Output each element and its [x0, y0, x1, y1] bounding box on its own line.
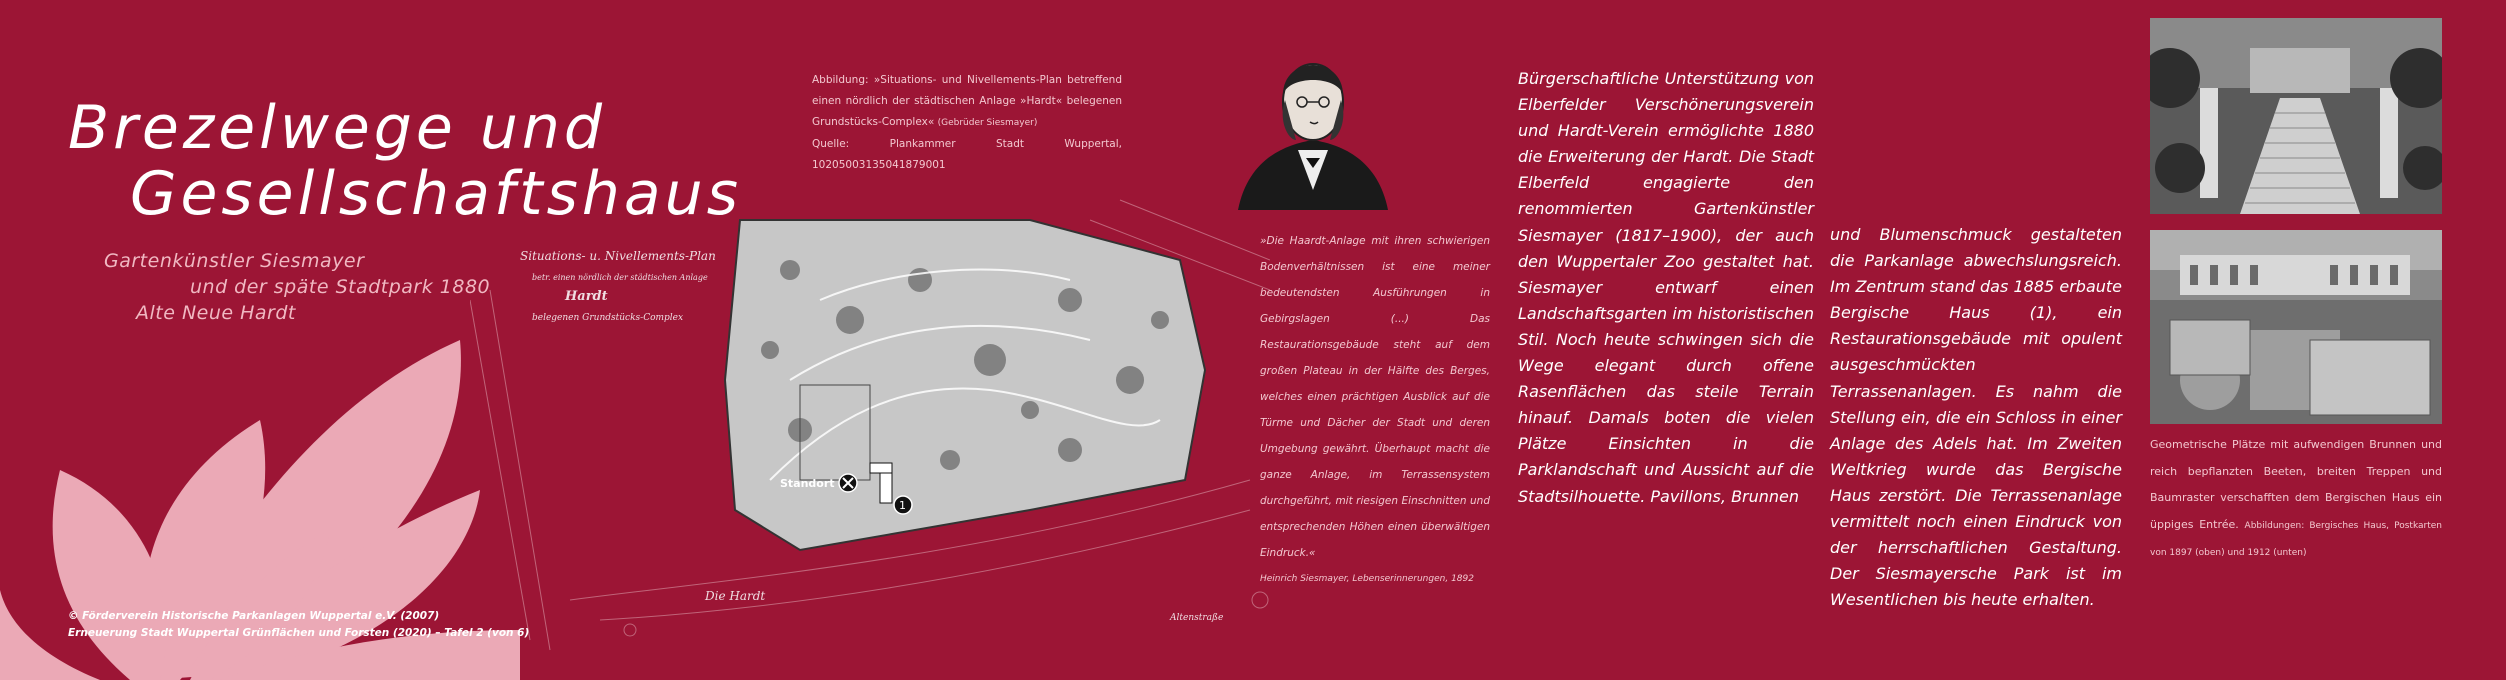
street-label-2: Altenstraße: [1170, 613, 1224, 623]
map-title-line2: betr. einen nördlich der städtischen Anlage: [532, 273, 708, 282]
photo-caption-credit: Abbildungen: Bergisches Haus, Postkarten von 1897 (oben) und 1912 (unten): [2150, 520, 2442, 558]
siesmayer-portrait: [1238, 40, 1388, 210]
map-caption-credit: (Gebrüder Siesmayer): [937, 118, 1038, 128]
body-text-column-1: Bürgerschaftliche Unterstützung von Elberfelder Verschönerungsverein und Hardt-Verein ermöglichte 1880 die Erweiterung der Hardt. Die Stadt Elberfeld engagierte den renommierten Gartenkünstler Siesmayer (1817–1900), der auch den Wuppertaler Zoo gestaltet hat. Siesmayer entwarf einen Landschaftsgarten im historistischen Stil. Noch heute schwingen sich die Wege elegant durch offene Rasenflächen das steile Terrain hinauf. Damals boten die vielen Plätze Einsichten in die Parklandschaft und Aussicht auf die Stadtsilhouette. Pavillons, Brunnen: [1518, 69, 1814, 506]
subtitle-line2: und der späte Stadtpark 1880: [190, 276, 491, 298]
map-caption-source: Quelle: Plankammer Stadt Wuppertal, 10205003135041879001: [812, 138, 1122, 171]
title-line1: Brezelwege und: [68, 93, 607, 163]
map-title-line4: belegenen Grundstücks-Complex: [532, 313, 684, 323]
marker-number: 1: [899, 499, 906, 512]
map-title-block: [520, 249, 716, 323]
map-title-line1: Situations- u. Nivellements-Plan: [520, 249, 716, 263]
quote-source: Heinrich Siesmayer, Lebenserinnerungen, 1892: [1260, 574, 1474, 584]
standort-label: Standort: [780, 477, 835, 490]
map-title-line3: Hardt: [565, 289, 608, 304]
postcard-photo-1897: [2150, 18, 2442, 214]
historic-park-map: [470, 180, 1270, 660]
street-label-hardt: Die Hardt: [705, 589, 766, 603]
copyright-line1: © Förderverein Historische Parkanlagen Wuppertal e.V. (2007): [68, 610, 440, 622]
photo-caption: [2150, 432, 2442, 567]
siesmayer-quote: [1260, 228, 1490, 592]
body-text-column-2: und Blumenschmuck gestalteten die Parkanlage abwechslungsreich. Im Zentrum stand das 1885 erbaute Bergische Haus (1), ein Restaurationsgebäude mit opulent ausgeschmückten Terrassenanlagen. Es nahm die Stellung ein, die ein Schloss in einer Anlage des Adels hat. Im Zweiten Weltkrieg wurde das Bergische Haus zerstört. Die Terrassenanlage vermittelt noch einen Eindruck von der herrschaftlichen Gestaltung. Der Siesmayersche Park ist im Wesentlichen bis heute erhalten.: [1830, 225, 2122, 610]
photo-caption-text: Geometrische Plätze mit aufwendigen Brunnen und reich bepflanzten Beeten, breiten Treppen und Baumraster verschafften dem Bergischen Haus ein üppiges Entrée.: [2150, 438, 2442, 531]
subtitle: [104, 248, 490, 326]
quote-text: »Die Haardt-Anlage mit ihren schwierigen Bodenverhältnissen ist eine meiner bedeutendsten Ausführungen in Gebirgslagen (...) Das Restaurationsgebäude steht auf dem großen Plateau in der Hälfte des Berges, welches einen prächtigen Ausblick auf die Türme und Dächer der Stadt und deren Umgebung gewährt. Überhaupt macht die ganze Anlage, im Terrassensystem durchgeführt, mit riesigen Einschnitten und entsprechenden Höhen einen überwältigen Eindruck.«: [1260, 235, 1490, 559]
copyright-line2: Erneuerung Stadt Wuppertal Grünflächen und Forsten (2020) – Tafel 2 (von 6): [68, 627, 530, 639]
map-caption-text: Abbildung: »Situations- und Nivellements-Plan betreffend einen nördlich der städtischen Anlage »Hardt« belegenen Grundstücks-Complex«: [812, 74, 1122, 128]
subtitle-line3: Alte Neue Hardt: [136, 302, 296, 324]
map-caption: [812, 70, 1122, 176]
copyright-notice: [68, 608, 529, 642]
title-line2: Gesellschaftshaus: [130, 159, 742, 229]
subtitle-line1: Gartenkünstler Siesmayer: [104, 250, 365, 272]
postcard-photo-1912: [2150, 230, 2442, 424]
